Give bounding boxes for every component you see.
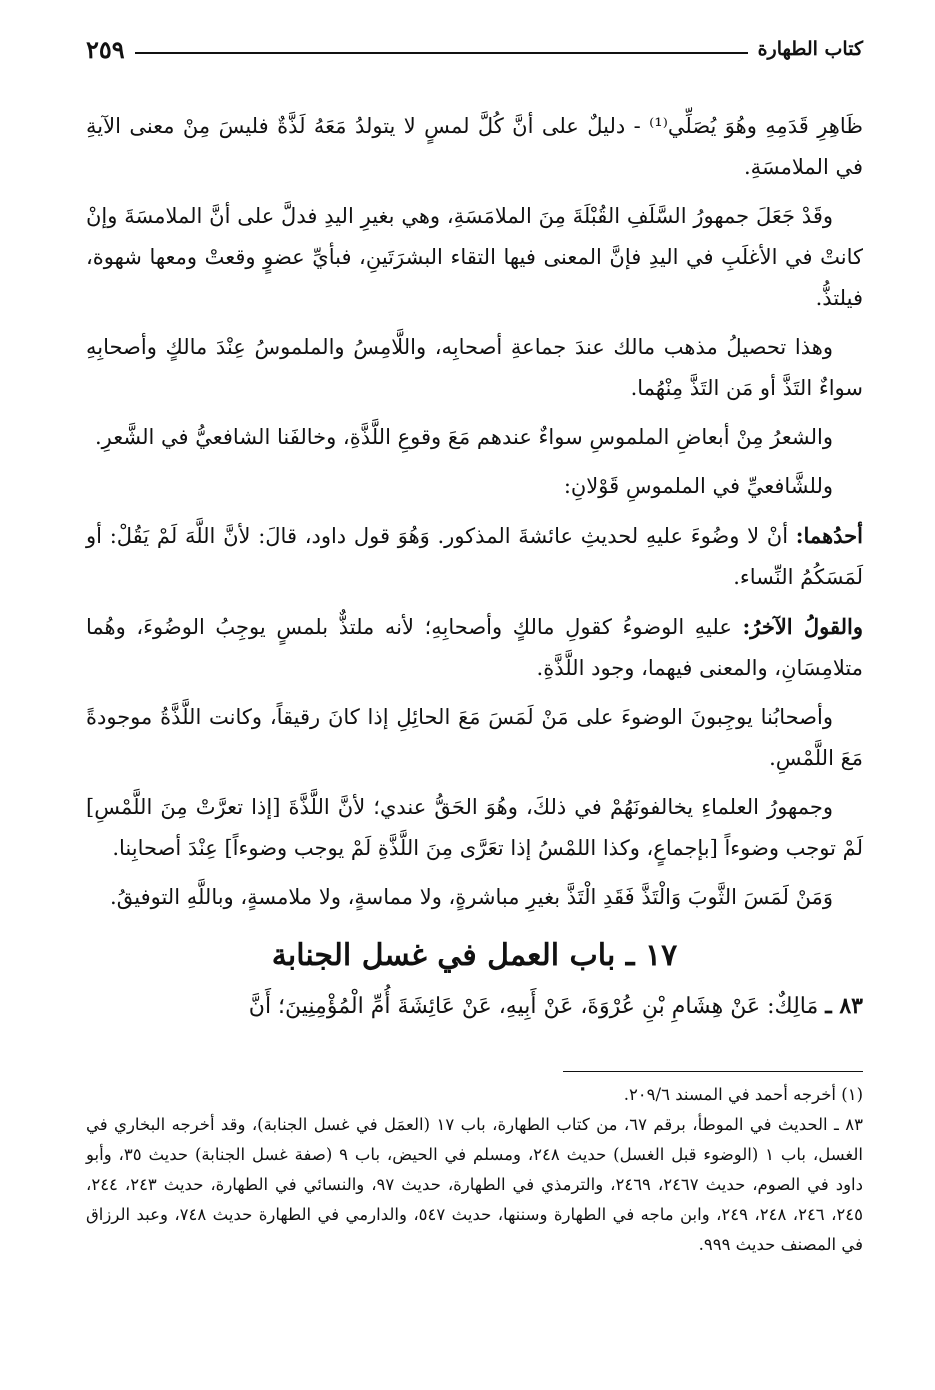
opinion-text: أنْ لا وضُوءَ عليهِ لحديثِ عائشةَ المذكور. وَهُوَ قول داود، قالَ: لأنَّ اللَّهَ لَمْ يَقُلْ: أو لَمَسَكُمُ النِّساء. (86, 524, 863, 589)
paragraph: وأصحابُنا يوجِبونَ الوضوءَ على مَنْ لَمَسَ مَعَ الحائِلِ إذا كانَ رقيقاً، وكانت اللَّذَّةُ موجودةً مَعَ اللَّمْسِ. (86, 705, 863, 770)
hadith-opening (86, 984, 863, 1029)
paragraph: ظَاهِرِ قَدَمِهِ وهُوَ يُصَلِّي⁽¹⁾ - دليلٌ على أنَّ كُلَّ لمسٍ لا يتولدُ مَعَهُ لَذَّةٌ فليسَ مِنْ معنى الآيةِ في الملامسَةِ. (86, 114, 863, 179)
book-page (86, 24, 863, 1370)
paragraph-other-opinion (86, 606, 863, 689)
running-header (86, 24, 863, 64)
footnote: ٨٣ ـ الحديث في الموطأ، برقم ٦٧، من كتاب الطهارة، باب ١٧ (العمَل في غسل الجنابة)، وقد أخرجه البخاري في الغسل، باب ١ (الوضوء قبل الغسل) حديث ٢٤٨، ومسلم في الحيض، باب ٩ (صفة غسل الجنابة) حديث ٣٥، وأبو داود في الصوم، حديث ٢٤٦٧، ٢٤٦٩، والترمذي في الطهارة، حديث ٩٧، والنسائي في الطهارة، حديث ٢٤٣، ٢٤٤، ٢٤٥، ٢٤٦، ٢٤٨، ٢٤٩، وابن ماجه في الطهارة وسننها، حديث ٥٤٧، والدارمي في الطهارة حديث ٧٤٨، وعبد الرزاق في المصنف حديث ٩٩٩. (86, 1115, 863, 1254)
main-text (86, 106, 863, 918)
page-number: ٢٥٩ (86, 35, 125, 64)
hadith-number: ٨٣ ـ (825, 993, 863, 1019)
paragraph: وقَدْ جَعَلَ جمهورُ السَّلَفِ القُبْلَةَ مِنَ الملامَسَةِ، وهي بغيرِ اليدِ فدلَّ على أنَّ الملامسَةَ وإنْ كانتْ في الأغلَبِ في اليدِ فإنَّ المعنى فيها التقاء البشرَتَينِ، فبأيِّ عضوٍ وقعتْ ومعها شهوة، فيلتذُّ. (86, 204, 863, 310)
footnote-rule (563, 1071, 863, 1072)
paragraph: وهذا تحصيلُ مذهب مالك عندَ جماعةِ أصحابِه، واللَّامِسُ والملموسُ عِنْدَ مالكٍ وأصحابِهِ سواءٌ التَذَّ أو مَن التَذَّ مِنْهُما. (86, 335, 863, 400)
header-rule (135, 52, 748, 54)
opinion-text: عليهِ الوضوءُ كقولِ مالكٍ وأصحابِهِ؛ لأنه ملتذٌّ بلمسٍ يوجِبُ الوضُوءَ، وهُما متلامِسَانِ، والمعنى فيهما، وجود اللَّذَّةِ. (86, 615, 863, 680)
chapter-title: ١٧ ـ باب العمل في غسل الجنابة (271, 938, 678, 973)
book-title: كتاب الطهارة (757, 38, 863, 60)
paragraph: وَمَنْ لَمَسَ الثَّوبَ وَالْتَذَّ فَقَدِ الْتَذَّ بغيرِ مباشرةٍ، ولا مماسةٍ، ولا ملامسةٍ، وباللَّهِ التوفيقُ. (110, 885, 833, 909)
paragraph-first-opinion (86, 515, 863, 598)
footnote: (١) أخرجه أحمد في المسند ٢٠٩/٦. (623, 1085, 863, 1104)
paragraph: وللشَّافعيِّ في الملموسِ قَوْلانِ: (563, 474, 833, 498)
footnotes (86, 1080, 863, 1260)
opinion-lead: والقولُ الآخرُ: (742, 614, 864, 639)
opinion-lead: أحدُهما: (795, 523, 863, 548)
paragraph: والشعرُ مِنْ أبعاضِ الملموسِ سواءٌ عندهم مَعَ وقوعِ اللَّذَّةِ، وخالفَنا الشافعيُّ في الشَّعرِ. (95, 425, 833, 449)
hadith-text: مَالِكٌ: عَنْ هِشَامِ بْنِ عُرْوَةَ، عَنْ أَبِيهِ، عَنْ عَائِشَةَ أُمِّ الْمُؤْمِنِينَ؛ أَنَّ (248, 994, 826, 1019)
paragraph: وجمهورُ العلماءِ يخالفونَهُمْ في ذلكَ، وهُوَ الحَقُّ عندي؛ لأنَّ اللَّذَّةَ [إذا تعرَّتْ مِنَ اللَّمْسِ] لَمْ توجب وضوءاً [بإجماعٍ، وكذا اللمْسُ إذا تعَرَّى مِنَ اللَّذَّةِ لَمْ يوجب وضوءاً] عِنْدَ أصحابِنا. (86, 795, 863, 860)
